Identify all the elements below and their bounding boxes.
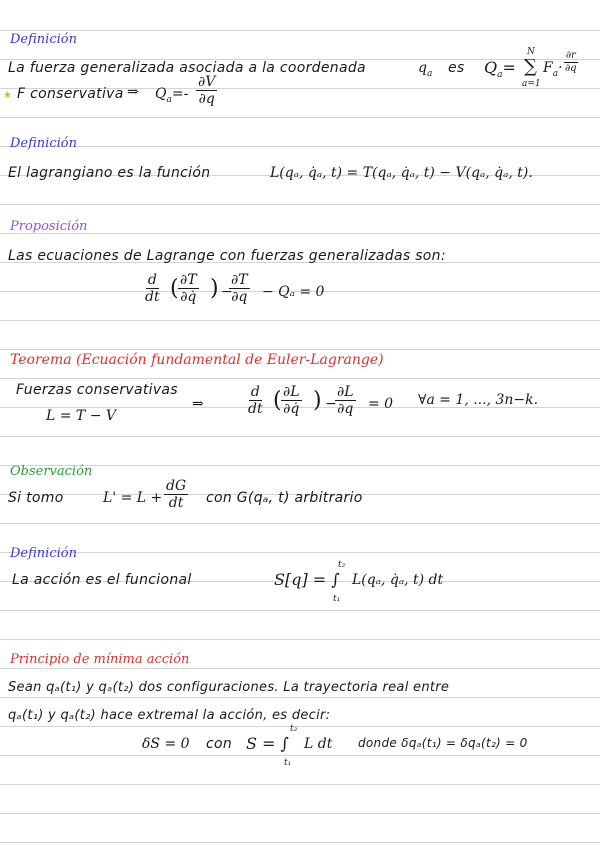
implies-arrow: ⇒	[192, 396, 204, 412]
body-text: con	[206, 736, 233, 752]
lagrangian-definition: L = T − V	[46, 408, 117, 424]
paren-close: )	[210, 276, 219, 301]
sum-symbol: ∑	[524, 56, 537, 77]
integral-upper-limit: t₂	[290, 724, 298, 734]
integral-lower-limit: t₁	[333, 594, 341, 604]
partial-fraction: $\frac{\partial L}{\partial q̇}$	[283, 384, 300, 417]
minus-sign: −	[221, 284, 233, 300]
action-formula: S[q] = ∫	[274, 570, 340, 589]
time-derivative: $\frac{d}{dt}$	[145, 272, 160, 305]
integrand: L(qₐ, q̇ₐ, t) dt	[352, 572, 444, 588]
partial-fraction: $\frac{\partial V}{\partial q}$	[198, 74, 216, 107]
variation-condition: δS = 0	[142, 736, 190, 752]
sum-upper-limit: N	[527, 47, 535, 57]
total-derivative-fraction: $\frac{dG}{dt}$	[166, 478, 187, 511]
section-heading: Definición	[10, 546, 77, 561]
body-text: F conservativa	[17, 86, 124, 102]
section-heading: Definición	[10, 32, 77, 47]
index-range: ∀a = 1, ..., 3n−k.	[418, 392, 539, 408]
boundary-condition: donde δqₐ(t₁) = δqₐ(t₂) = 0	[358, 736, 528, 750]
minus-sign: −	[325, 396, 337, 412]
coordinate-symbol: $q_a$	[418, 60, 433, 79]
section-heading: Observación	[10, 464, 93, 479]
section-heading: Principio de mínima acción	[10, 652, 190, 667]
body-text: Fuerzas conservativas	[16, 382, 178, 398]
integral-lower-limit: t₁	[284, 758, 292, 768]
paren-close: )	[313, 388, 322, 413]
partial-fraction: $\frac{\partial T}{\partial q}$	[231, 272, 248, 305]
implies-arrow: ⇒	[127, 84, 139, 100]
paren-open: (	[170, 276, 179, 301]
body-text: El lagrangiano es la función	[8, 165, 211, 181]
formula-lhs: $Q_a=-$	[155, 86, 189, 105]
formula-lhs: $Q_a=$	[484, 58, 516, 81]
partial-fraction: $\frac{\partial L}{\partial q}$	[337, 384, 354, 417]
formula-lhs: L' = L +	[103, 490, 163, 506]
equation-tail: − Qₐ = 0	[262, 284, 325, 300]
body-text: La acción es el funcional	[12, 572, 192, 588]
section-heading: Teorema (Ecuación fundamental de Euler-Lagrange)	[10, 352, 384, 368]
time-derivative: $\frac{d}{dt}$	[248, 384, 263, 417]
paren-open: (	[273, 388, 282, 413]
body-text: es	[448, 60, 465, 76]
body-text: Si tomo	[8, 490, 64, 506]
integrand: L dt	[304, 736, 333, 752]
partial-fraction: $\frac{\partial T}{\partial q̇}$	[180, 272, 197, 305]
body-text: La fuerza generalizada asociada a la coordenada	[8, 60, 366, 76]
lagrangian-formula: L(qₐ, q̇ₐ, t) = T(qₐ, q̇ₐ, t) − V(qₐ, q̇ₐ, t).	[270, 165, 533, 181]
partial-fraction: $\frac{\partial r}{\partial q}$	[565, 50, 577, 74]
body-text: con G(qₐ, t) arbitrario	[206, 490, 363, 506]
integral-upper-limit: t₂	[338, 560, 346, 570]
body-text: Sean qₐ(t₁) y qₐ(t₂) dos configuraciones. La trayectoria real entre	[8, 680, 450, 695]
section-heading: Definición	[10, 136, 77, 151]
body-text: Las ecuaciones de Lagrange con fuerzas generalizadas son:	[8, 248, 446, 264]
force-symbol: $F_a\cdot$	[543, 60, 563, 79]
body-text: qₐ(t₁) y qₐ(t₂) hace extremal la acción, es decir:	[8, 708, 331, 723]
sum-lower-limit: a=1	[522, 79, 541, 89]
section-heading: Proposición	[10, 219, 88, 234]
star-bullet-icon: ★	[3, 90, 12, 101]
action-formula: S = ∫	[246, 734, 289, 753]
equation-tail: = 0	[368, 396, 394, 412]
